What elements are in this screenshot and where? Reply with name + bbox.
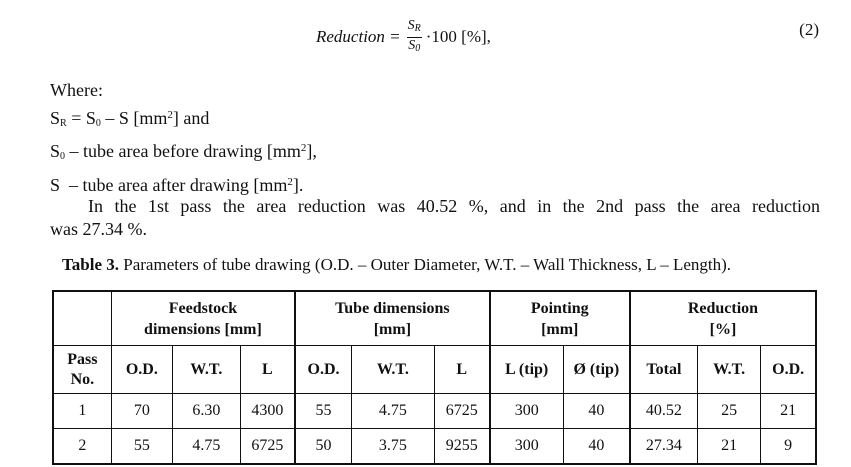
cell-reduction-od: 9 — [761, 429, 816, 465]
paragraph-line-2: was 27.34 %. — [50, 219, 147, 239]
cell-feedstock-l: 6725 — [240, 429, 295, 465]
cell-pointing-dtip: 40 — [563, 394, 630, 429]
corner-cell — [53, 291, 111, 346]
cell-pass: 1 — [53, 394, 111, 429]
header-pointing: Pointing [mm] — [490, 291, 630, 346]
paragraph-line-1: In the 1st pass the area reduction was 40.52 %, and in the 2nd pass the area reduction — [88, 196, 820, 216]
where-block — [50, 78, 317, 197]
cell-pointing-ltip: 300 — [490, 394, 564, 429]
cell-tube-wt: 3.75 — [351, 429, 434, 465]
header-pointing-dtip: Ø (tip) — [563, 346, 630, 394]
header-feedstock-wt: W.T. — [173, 346, 241, 394]
table-column-header-row — [53, 346, 816, 394]
cell-reduction-od: 21 — [761, 394, 816, 429]
header-tube-wt: W.T. — [351, 346, 434, 394]
header-tube-dimensions: Tube dimensions [mm] — [295, 291, 489, 346]
parameters-table — [52, 290, 817, 465]
body-paragraph — [50, 195, 820, 241]
where-line-2: $S_0$ – tube area before drawing $[mm^2]$, — [50, 141, 317, 162]
cell-reduction-wt: 25 — [697, 394, 760, 429]
table-group-header-row — [53, 291, 816, 346]
equation-lhs: Reduction = — [316, 27, 401, 46]
cell-reduction-wt: 21 — [697, 429, 760, 465]
cell-feedstock-od: 70 — [111, 394, 172, 429]
header-tube-l: L — [434, 346, 489, 394]
where-label: Where: — [50, 80, 103, 100]
header-feedstock-od: O.D. — [111, 346, 172, 394]
header-reduction: Reduction [%] — [630, 291, 816, 346]
header-reduction-total: Total — [630, 346, 698, 394]
cell-feedstock-wt: 4.75 — [173, 429, 241, 465]
cell-reduction-total: 27.34 — [630, 429, 698, 465]
header-reduction-wt: W.T. — [697, 346, 760, 394]
header-pass-no: Pass No. — [53, 346, 111, 394]
table-caption-text: Parameters of tube drawing (O.D. – Outer Diameter, W.T. – Wall Thickness, L – Length). — [119, 255, 732, 274]
cell-reduction-total: 40.52 — [630, 394, 698, 429]
cell-tube-od: 50 — [295, 429, 351, 465]
cell-tube-wt: 4.75 — [351, 394, 434, 429]
equation-number: (2) — [799, 20, 819, 39]
where-line-3: S – tube area after drawing $[mm^2]$. — [50, 174, 304, 195]
table-row — [53, 394, 816, 429]
table-caption-label: Table 3. — [62, 255, 120, 274]
cell-feedstock-wt: 6.30 — [173, 394, 241, 429]
table-row — [53, 429, 816, 465]
cell-tube-l: 6725 — [434, 394, 489, 429]
equation-fraction — [407, 18, 422, 57]
cell-tube-l: 9255 — [434, 429, 489, 465]
fraction-numerator: $S_R$ — [407, 18, 422, 38]
cell-feedstock-od: 55 — [111, 429, 172, 465]
cell-tube-od: 55 — [295, 394, 351, 429]
cell-pass: 2 — [53, 429, 111, 465]
fraction-denominator: $S_0$ — [408, 37, 421, 54]
header-feedstock: Feedstock dimensions [mm] — [111, 291, 295, 346]
header-reduction-od: O.D. — [761, 346, 816, 394]
cell-pointing-dtip: 40 — [563, 429, 630, 465]
cell-pointing-ltip: 300 — [490, 429, 564, 465]
where-line-1: $S_R = S_0 - S$ $[mm^2]$ and — [50, 107, 210, 129]
equation-reduction — [316, 12, 491, 62]
table-caption — [62, 255, 731, 275]
header-feedstock-l: L — [240, 346, 295, 394]
header-pointing-ltip: L (tip) — [490, 346, 564, 394]
equation-rest: ·100 [%], — [425, 27, 491, 46]
cell-feedstock-l: 4300 — [240, 394, 295, 429]
header-tube-od: O.D. — [295, 346, 351, 394]
